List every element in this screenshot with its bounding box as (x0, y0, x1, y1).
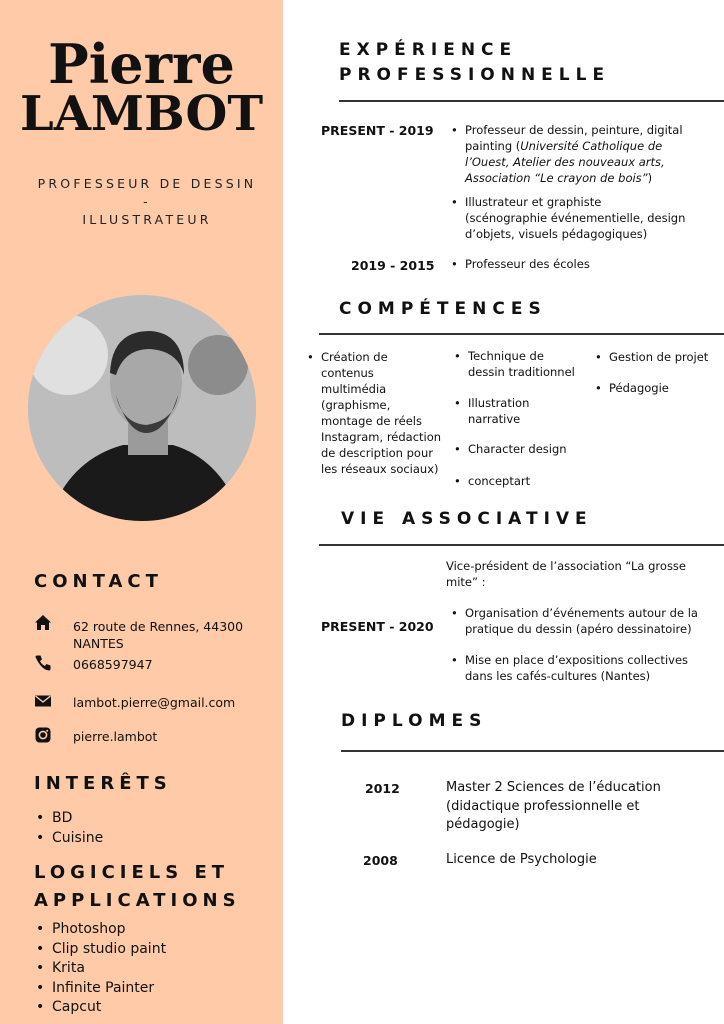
skill-item: • Illustration narrative (468, 395, 588, 427)
list-item: • Capcut (52, 998, 166, 1018)
experience-item: • Professeur de dessin, peinture, digital painting (Université Catholique de l’Ouest, Atelier des nouveaux arts, Association “Le crayon de bois”) (465, 122, 707, 186)
experience-title (339, 38, 610, 88)
diploma-name: Master 2 Sciences de l’éducation (didactique professionnelle et pédagogie) (446, 780, 661, 832)
list-item: • Infinite Painter (52, 979, 166, 999)
skill-item: • Gestion de projet (609, 349, 721, 365)
first-name: Pierre (48, 32, 235, 96)
associative-item: • Mise en place d’expositions collectives dans les cafés-cultures (Nantes) (465, 652, 710, 684)
skills-title: COMPÉTENCES (339, 299, 547, 319)
sidebar (0, 0, 283, 1024)
skill-item: • Pédagogie (609, 380, 721, 396)
list-item: • Photoshop (52, 920, 166, 940)
software-title-line1: LOGICIELS ET (34, 862, 230, 883)
list-item: • Cuisine (52, 829, 103, 849)
main-content (283, 0, 724, 1024)
address-line1: 62 route de Rennes, 44300 (73, 619, 244, 634)
phone-icon (34, 654, 52, 672)
instagram-handle[interactable]: pierre.lambot (73, 729, 158, 744)
interests-title: INTERÊTS (34, 773, 172, 794)
experience-item: • Professeur des écoles (465, 256, 707, 272)
mail-icon (34, 692, 52, 710)
job-title-line2: ILLUSTRATEUR (82, 212, 212, 227)
job-title-line1: PROFESSEUR DE DESSIN (37, 176, 257, 191)
email-address[interactable]: lambot.pierre@gmail.com (73, 695, 236, 710)
experience-title-line2: PROFESSIONNELLE (339, 65, 611, 85)
experience-date-2: 2019 - 2015 (351, 258, 435, 273)
profile-photo (28, 295, 256, 521)
skill-item: • Création de contenus multimédia (graphisme, montage de réels Instagram, rédaction de description pour les réseaux sociaux) (321, 349, 453, 477)
contact-title: CONTACT (34, 571, 163, 592)
skill-item: • conceptart (468, 473, 588, 489)
instagram-icon (34, 726, 52, 744)
phone-number[interactable]: 0668597947 (73, 657, 153, 672)
interests-list (52, 809, 103, 848)
divider (319, 544, 724, 546)
diploma-year: 2008 (363, 853, 398, 868)
associative-title: VIE ASSOCIATIVE (341, 509, 593, 529)
experience-title-line1: EXPÉRIENCE (339, 40, 518, 60)
diplomas-title: DIPLOMES (341, 711, 488, 731)
portrait-illustration (28, 295, 256, 521)
skill-item: • Technique de dessin traditionnel (468, 348, 588, 380)
skill-item: • Character design (468, 441, 588, 457)
associative-date: PRESENT - 2020 (321, 619, 434, 634)
last-name: LAMBOT (19, 86, 264, 142)
divider (319, 333, 724, 335)
job-title-separator: - (143, 194, 151, 209)
associative-intro: Vice-président de l’association “La grosse mite” : (446, 559, 687, 589)
diploma-name: Licence de Psychologie (446, 852, 597, 867)
home-icon (34, 614, 52, 632)
software-list (52, 920, 166, 1018)
software-title-line2: APPLICATIONS (34, 890, 241, 911)
divider (339, 100, 724, 102)
list-item: • BD (52, 809, 103, 829)
diploma-year: 2012 (365, 781, 400, 796)
list-item: • Clip studio paint (52, 940, 166, 960)
divider (341, 750, 724, 752)
address-line2: NANTES (73, 636, 124, 651)
experience-date-1: PRESENT - 2019 (321, 123, 434, 138)
software-title (34, 859, 241, 915)
experience-item: • Illustrateur et graphiste (scénographie événementielle, design d’objets, visuels pédagogiques) (465, 194, 707, 242)
associative-item: • Organisation d’événements autour de la pratique du dessin (apéro dessinatoire) (465, 605, 710, 637)
list-item: • Krita (52, 959, 166, 979)
